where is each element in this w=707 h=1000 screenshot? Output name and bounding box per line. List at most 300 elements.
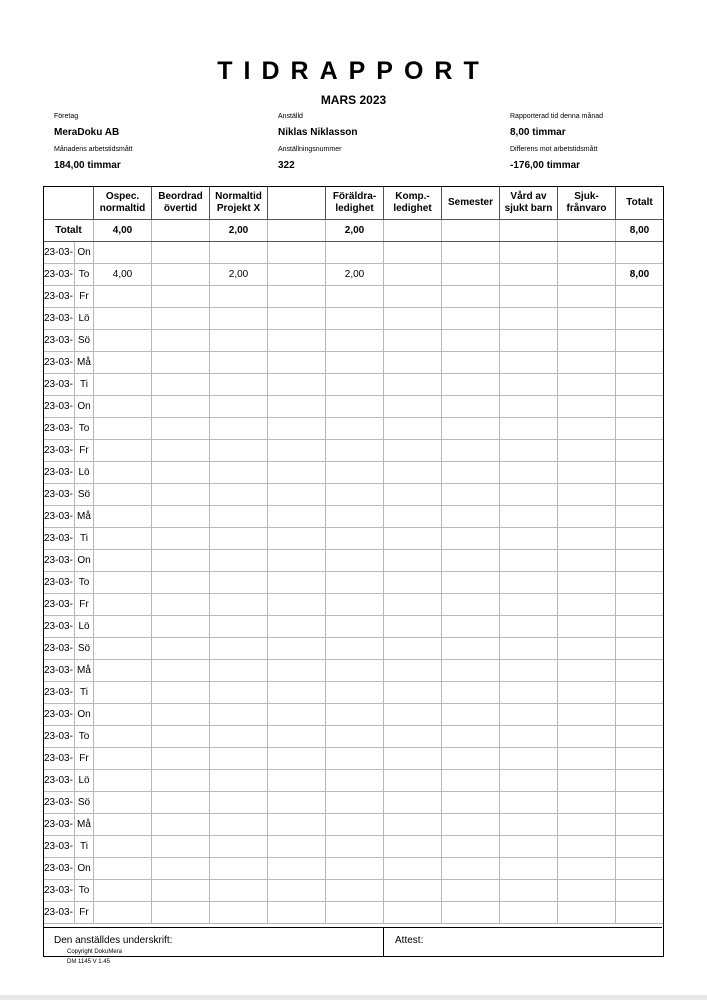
hours-cell[interactable] — [210, 550, 268, 572]
hours-cell[interactable] — [94, 836, 152, 858]
hours-cell[interactable] — [384, 352, 442, 374]
hours-cell[interactable] — [500, 814, 558, 836]
hours-cell[interactable] — [210, 748, 268, 770]
hours-cell[interactable] — [210, 704, 268, 726]
hours-cell[interactable] — [558, 594, 616, 616]
hours-cell[interactable] — [384, 748, 442, 770]
hours-cell[interactable] — [384, 858, 442, 880]
hours-cell[interactable] — [616, 902, 664, 924]
hours-cell[interactable] — [326, 506, 384, 528]
hours-cell[interactable] — [326, 550, 384, 572]
hours-cell[interactable] — [94, 352, 152, 374]
hours-cell[interactable] — [326, 374, 384, 396]
hours-cell[interactable] — [500, 704, 558, 726]
hours-cell[interactable] — [616, 484, 664, 506]
hours-cell[interactable] — [210, 594, 268, 616]
hours-cell[interactable] — [558, 462, 616, 484]
hours-cell[interactable] — [500, 396, 558, 418]
hours-cell[interactable] — [94, 484, 152, 506]
hours-cell[interactable] — [442, 616, 500, 638]
hours-cell[interactable] — [558, 858, 616, 880]
hours-cell[interactable] — [210, 242, 268, 264]
hours-cell[interactable] — [152, 506, 210, 528]
hours-cell[interactable] — [268, 836, 326, 858]
hours-cell[interactable] — [268, 330, 326, 352]
hours-cell[interactable] — [384, 638, 442, 660]
hours-cell[interactable] — [152, 836, 210, 858]
hours-cell[interactable] — [326, 858, 384, 880]
hours-cell[interactable] — [268, 418, 326, 440]
hours-cell[interactable] — [616, 308, 664, 330]
hours-cell[interactable] — [500, 308, 558, 330]
hours-cell[interactable] — [384, 264, 442, 286]
hours-cell[interactable] — [558, 880, 616, 902]
hours-cell[interactable] — [616, 440, 664, 462]
hours-cell[interactable] — [210, 484, 268, 506]
hours-cell[interactable] — [210, 528, 268, 550]
hours-cell[interactable] — [268, 858, 326, 880]
hours-cell[interactable] — [616, 506, 664, 528]
hours-cell[interactable] — [384, 660, 442, 682]
hours-cell[interactable] — [616, 660, 664, 682]
hours-cell[interactable] — [268, 528, 326, 550]
hours-cell[interactable] — [94, 770, 152, 792]
hours-cell[interactable] — [616, 286, 664, 308]
hours-cell[interactable] — [210, 726, 268, 748]
hours-cell[interactable] — [210, 506, 268, 528]
hours-cell[interactable] — [268, 880, 326, 902]
hours-cell[interactable] — [558, 352, 616, 374]
hours-cell[interactable] — [442, 396, 500, 418]
hours-cell[interactable] — [268, 902, 326, 924]
hours-cell[interactable]: 8,00 — [616, 264, 664, 286]
hours-cell[interactable] — [326, 792, 384, 814]
hours-cell[interactable] — [94, 374, 152, 396]
hours-cell[interactable] — [210, 660, 268, 682]
hours-cell[interactable] — [94, 396, 152, 418]
hours-cell[interactable] — [442, 902, 500, 924]
hours-cell[interactable] — [442, 572, 500, 594]
hours-cell[interactable] — [442, 440, 500, 462]
hours-cell[interactable] — [442, 550, 500, 572]
hours-cell[interactable] — [210, 902, 268, 924]
hours-cell[interactable] — [558, 572, 616, 594]
hours-cell[interactable] — [616, 418, 664, 440]
hours-cell[interactable] — [558, 902, 616, 924]
hours-cell[interactable] — [442, 286, 500, 308]
hours-cell[interactable] — [442, 880, 500, 902]
hours-cell[interactable] — [442, 308, 500, 330]
hours-cell[interactable] — [616, 836, 664, 858]
hours-cell[interactable] — [384, 308, 442, 330]
hours-cell[interactable] — [442, 352, 500, 374]
hours-cell[interactable] — [616, 242, 664, 264]
hours-cell[interactable] — [384, 792, 442, 814]
hours-cell[interactable] — [326, 814, 384, 836]
hours-cell[interactable] — [558, 528, 616, 550]
hours-cell[interactable] — [500, 506, 558, 528]
hours-cell[interactable] — [384, 330, 442, 352]
hours-cell[interactable] — [326, 528, 384, 550]
hours-cell[interactable] — [500, 792, 558, 814]
hours-cell[interactable] — [152, 396, 210, 418]
hours-cell[interactable] — [94, 858, 152, 880]
hours-cell[interactable] — [500, 594, 558, 616]
hours-cell[interactable] — [268, 572, 326, 594]
hours-cell[interactable] — [268, 264, 326, 286]
hours-cell[interactable] — [94, 330, 152, 352]
hours-cell[interactable] — [94, 528, 152, 550]
hours-cell[interactable] — [326, 682, 384, 704]
hours-cell[interactable] — [152, 550, 210, 572]
hours-cell[interactable] — [384, 506, 442, 528]
hours-cell[interactable] — [210, 396, 268, 418]
hours-cell[interactable] — [558, 286, 616, 308]
hours-cell[interactable] — [500, 572, 558, 594]
hours-cell[interactable] — [384, 682, 442, 704]
hours-cell[interactable] — [616, 880, 664, 902]
hours-cell[interactable] — [326, 462, 384, 484]
hours-cell[interactable] — [152, 616, 210, 638]
hours-cell[interactable] — [210, 638, 268, 660]
hours-cell[interactable] — [616, 594, 664, 616]
hours-cell[interactable] — [326, 726, 384, 748]
hours-cell[interactable] — [558, 550, 616, 572]
hours-cell[interactable] — [616, 462, 664, 484]
hours-cell[interactable] — [268, 704, 326, 726]
hours-cell[interactable] — [384, 616, 442, 638]
hours-cell[interactable] — [268, 440, 326, 462]
hours-cell[interactable] — [268, 638, 326, 660]
hours-cell[interactable] — [500, 726, 558, 748]
hours-cell[interactable] — [384, 440, 442, 462]
hours-cell[interactable] — [152, 242, 210, 264]
hours-cell[interactable] — [442, 462, 500, 484]
hours-cell[interactable] — [152, 902, 210, 924]
hours-cell[interactable] — [442, 814, 500, 836]
hours-cell[interactable] — [384, 902, 442, 924]
hours-cell[interactable] — [616, 528, 664, 550]
hours-cell[interactable] — [210, 792, 268, 814]
hours-cell[interactable] — [558, 330, 616, 352]
hours-cell[interactable] — [500, 682, 558, 704]
hours-cell[interactable] — [152, 484, 210, 506]
hours-cell[interactable] — [442, 528, 500, 550]
hours-cell[interactable] — [558, 374, 616, 396]
hours-cell[interactable] — [152, 308, 210, 330]
hours-cell[interactable] — [326, 352, 384, 374]
hours-cell[interactable] — [94, 440, 152, 462]
hours-cell[interactable] — [384, 880, 442, 902]
hours-cell[interactable] — [152, 770, 210, 792]
hours-cell[interactable] — [500, 242, 558, 264]
hours-cell[interactable] — [210, 836, 268, 858]
hours-cell[interactable] — [326, 594, 384, 616]
hours-cell[interactable] — [442, 770, 500, 792]
hours-cell[interactable] — [384, 594, 442, 616]
hours-cell[interactable] — [94, 880, 152, 902]
hours-cell[interactable] — [442, 704, 500, 726]
hours-cell[interactable] — [326, 836, 384, 858]
hours-cell[interactable] — [152, 572, 210, 594]
hours-cell[interactable] — [384, 242, 442, 264]
hours-cell[interactable] — [558, 638, 616, 660]
hours-cell[interactable] — [94, 616, 152, 638]
hours-cell[interactable] — [500, 770, 558, 792]
hours-cell[interactable] — [210, 616, 268, 638]
hours-cell[interactable] — [384, 418, 442, 440]
hours-cell[interactable] — [268, 242, 326, 264]
hours-cell[interactable] — [326, 286, 384, 308]
hours-cell[interactable] — [94, 418, 152, 440]
hours-cell[interactable] — [94, 902, 152, 924]
hours-cell[interactable] — [152, 374, 210, 396]
hours-cell[interactable] — [268, 396, 326, 418]
hours-cell[interactable] — [210, 374, 268, 396]
hours-cell[interactable] — [558, 616, 616, 638]
hours-cell[interactable] — [326, 704, 384, 726]
hours-cell[interactable] — [152, 462, 210, 484]
hours-cell[interactable] — [558, 264, 616, 286]
hours-cell[interactable] — [268, 792, 326, 814]
hours-cell[interactable] — [268, 462, 326, 484]
hours-cell[interactable] — [442, 264, 500, 286]
hours-cell[interactable] — [384, 814, 442, 836]
hours-cell[interactable] — [500, 638, 558, 660]
hours-cell[interactable] — [616, 330, 664, 352]
hours-cell[interactable] — [152, 594, 210, 616]
hours-cell[interactable] — [326, 748, 384, 770]
hours-cell[interactable] — [152, 814, 210, 836]
hours-cell[interactable] — [326, 484, 384, 506]
hours-cell[interactable] — [152, 660, 210, 682]
hours-cell[interactable] — [268, 484, 326, 506]
hours-cell[interactable] — [442, 374, 500, 396]
hours-cell[interactable] — [616, 792, 664, 814]
hours-cell[interactable] — [442, 330, 500, 352]
hours-cell[interactable] — [268, 550, 326, 572]
hours-cell[interactable] — [616, 352, 664, 374]
hours-cell[interactable] — [152, 418, 210, 440]
hours-cell[interactable] — [616, 572, 664, 594]
hours-cell[interactable] — [616, 396, 664, 418]
hours-cell[interactable] — [442, 682, 500, 704]
hours-cell[interactable] — [94, 660, 152, 682]
hours-cell[interactable] — [558, 748, 616, 770]
hours-cell[interactable] — [442, 660, 500, 682]
hours-cell[interactable] — [500, 528, 558, 550]
hours-cell[interactable] — [94, 682, 152, 704]
hours-cell[interactable] — [152, 638, 210, 660]
hours-cell[interactable] — [94, 286, 152, 308]
hours-cell[interactable] — [384, 550, 442, 572]
hours-cell[interactable] — [384, 704, 442, 726]
hours-cell[interactable] — [616, 638, 664, 660]
hours-cell[interactable] — [616, 616, 664, 638]
hours-cell[interactable] — [94, 792, 152, 814]
hours-cell[interactable] — [94, 726, 152, 748]
hours-cell[interactable] — [210, 880, 268, 902]
hours-cell[interactable] — [152, 264, 210, 286]
hours-cell[interactable] — [268, 726, 326, 748]
hours-cell[interactable] — [210, 682, 268, 704]
hours-cell[interactable] — [152, 880, 210, 902]
hours-cell[interactable] — [558, 836, 616, 858]
hours-cell[interactable] — [326, 330, 384, 352]
hours-cell[interactable] — [152, 286, 210, 308]
hours-cell[interactable] — [558, 660, 616, 682]
hours-cell[interactable] — [616, 550, 664, 572]
hours-cell[interactable] — [616, 374, 664, 396]
hours-cell[interactable] — [94, 550, 152, 572]
hours-cell[interactable] — [210, 440, 268, 462]
hours-cell[interactable] — [500, 462, 558, 484]
hours-cell[interactable] — [268, 748, 326, 770]
hours-cell[interactable] — [152, 704, 210, 726]
hours-cell[interactable] — [500, 440, 558, 462]
hours-cell[interactable] — [558, 396, 616, 418]
hours-cell[interactable] — [500, 484, 558, 506]
hours-cell[interactable] — [384, 726, 442, 748]
hours-cell[interactable] — [152, 440, 210, 462]
hours-cell[interactable] — [616, 748, 664, 770]
hours-cell[interactable] — [442, 748, 500, 770]
hours-cell[interactable] — [616, 814, 664, 836]
hours-cell[interactable] — [500, 880, 558, 902]
hours-cell[interactable] — [268, 308, 326, 330]
hours-cell[interactable] — [152, 352, 210, 374]
hours-cell[interactable] — [616, 726, 664, 748]
hours-cell[interactable] — [616, 682, 664, 704]
hours-cell[interactable] — [384, 396, 442, 418]
hours-cell[interactable] — [558, 682, 616, 704]
hours-cell[interactable] — [210, 418, 268, 440]
hours-cell[interactable] — [616, 858, 664, 880]
hours-cell[interactable] — [558, 726, 616, 748]
hours-cell[interactable] — [152, 748, 210, 770]
hours-cell[interactable] — [326, 242, 384, 264]
hours-cell[interactable] — [500, 858, 558, 880]
hours-cell[interactable] — [384, 374, 442, 396]
hours-cell[interactable] — [500, 902, 558, 924]
hours-cell[interactable] — [558, 792, 616, 814]
hours-cell[interactable] — [94, 462, 152, 484]
hours-cell[interactable] — [442, 638, 500, 660]
hours-cell[interactable] — [326, 902, 384, 924]
hours-cell[interactable] — [326, 660, 384, 682]
hours-cell[interactable] — [384, 528, 442, 550]
hours-cell[interactable] — [152, 330, 210, 352]
hours-cell[interactable] — [442, 242, 500, 264]
hours-cell[interactable] — [326, 308, 384, 330]
hours-cell[interactable] — [152, 858, 210, 880]
hours-cell[interactable] — [500, 836, 558, 858]
hours-cell[interactable] — [500, 660, 558, 682]
hours-cell[interactable] — [500, 374, 558, 396]
hours-cell[interactable] — [326, 880, 384, 902]
hours-cell[interactable] — [442, 506, 500, 528]
hours-cell[interactable] — [384, 836, 442, 858]
hours-cell[interactable] — [442, 792, 500, 814]
hours-cell[interactable] — [326, 572, 384, 594]
hours-cell[interactable] — [558, 506, 616, 528]
hours-cell[interactable] — [384, 770, 442, 792]
hours-cell[interactable] — [268, 374, 326, 396]
hours-cell[interactable] — [152, 726, 210, 748]
hours-cell[interactable] — [268, 616, 326, 638]
hours-cell[interactable] — [442, 484, 500, 506]
hours-cell[interactable] — [558, 242, 616, 264]
hours-cell[interactable] — [442, 594, 500, 616]
hours-cell[interactable] — [94, 748, 152, 770]
hours-cell[interactable] — [500, 418, 558, 440]
hours-cell[interactable] — [500, 264, 558, 286]
hours-cell[interactable] — [500, 748, 558, 770]
hours-cell[interactable] — [616, 770, 664, 792]
hours-cell[interactable] — [210, 814, 268, 836]
hours-cell[interactable] — [442, 836, 500, 858]
hours-cell[interactable] — [268, 506, 326, 528]
hours-cell[interactable] — [268, 770, 326, 792]
hours-cell[interactable] — [616, 704, 664, 726]
hours-cell[interactable] — [152, 792, 210, 814]
hours-cell[interactable] — [94, 704, 152, 726]
hours-cell[interactable] — [94, 308, 152, 330]
hours-cell[interactable]: 2,00 — [326, 264, 384, 286]
hours-cell[interactable] — [384, 462, 442, 484]
hours-cell[interactable] — [442, 418, 500, 440]
hours-cell[interactable] — [268, 352, 326, 374]
hours-cell[interactable] — [500, 616, 558, 638]
hours-cell[interactable] — [500, 330, 558, 352]
hours-cell[interactable] — [94, 242, 152, 264]
hours-cell[interactable] — [210, 352, 268, 374]
hours-cell[interactable] — [558, 814, 616, 836]
hours-cell[interactable] — [210, 572, 268, 594]
hours-cell[interactable] — [94, 594, 152, 616]
hours-cell[interactable] — [210, 858, 268, 880]
hours-cell[interactable] — [152, 682, 210, 704]
hours-cell[interactable] — [210, 462, 268, 484]
hours-cell[interactable] — [268, 682, 326, 704]
hours-cell[interactable] — [268, 286, 326, 308]
hours-cell[interactable] — [210, 330, 268, 352]
hours-cell[interactable] — [384, 572, 442, 594]
hours-cell[interactable] — [210, 308, 268, 330]
hours-cell[interactable] — [500, 286, 558, 308]
hours-cell[interactable] — [326, 396, 384, 418]
hours-cell[interactable] — [326, 770, 384, 792]
hours-cell[interactable] — [442, 726, 500, 748]
hours-cell[interactable] — [442, 858, 500, 880]
hours-cell[interactable] — [94, 506, 152, 528]
hours-cell[interactable] — [94, 814, 152, 836]
hours-cell[interactable] — [500, 550, 558, 572]
hours-cell[interactable] — [384, 286, 442, 308]
hours-cell[interactable] — [268, 660, 326, 682]
hours-cell[interactable] — [326, 638, 384, 660]
hours-cell[interactable] — [94, 572, 152, 594]
hours-cell[interactable]: 4,00 — [94, 264, 152, 286]
hours-cell[interactable] — [268, 594, 326, 616]
hours-cell[interactable] — [268, 814, 326, 836]
hours-cell[interactable] — [152, 528, 210, 550]
hours-cell[interactable] — [558, 770, 616, 792]
hours-cell[interactable] — [326, 440, 384, 462]
hours-cell[interactable]: 2,00 — [210, 264, 268, 286]
hours-cell[interactable] — [558, 308, 616, 330]
hours-cell[interactable] — [326, 418, 384, 440]
